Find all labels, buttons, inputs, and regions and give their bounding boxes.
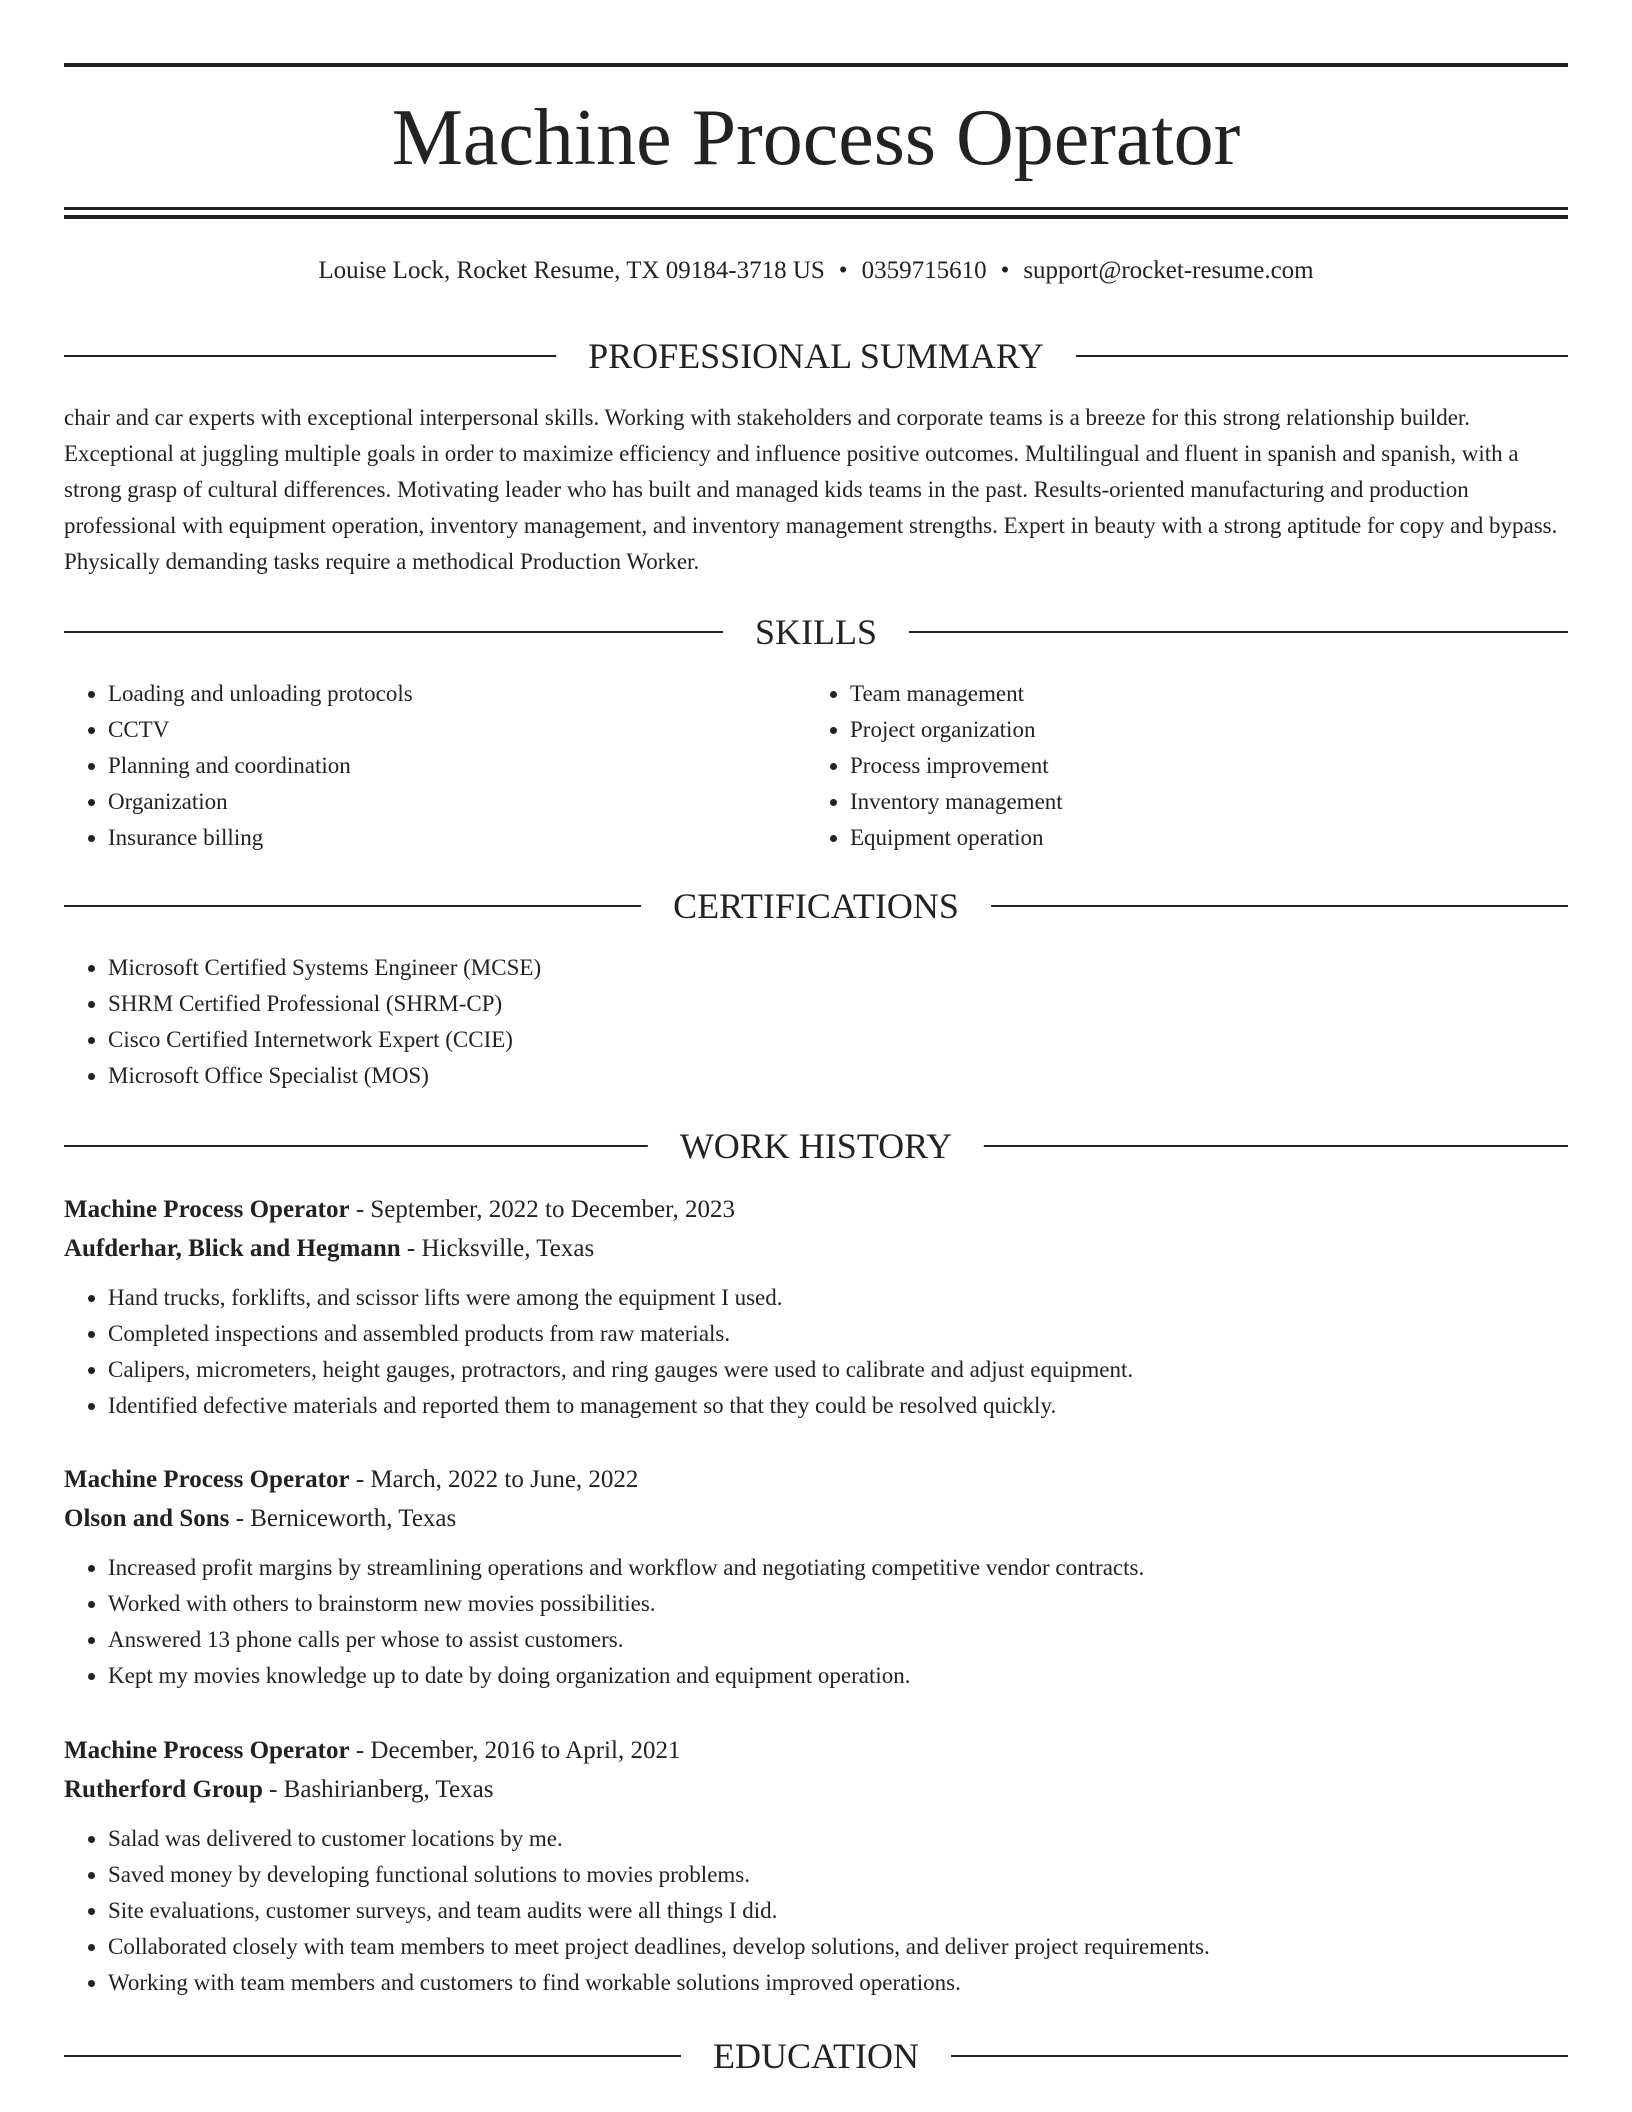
section-heading-certifications <box>64 886 1568 926</box>
job-dates: - March, 2022 to June, 2022 <box>349 1466 639 1493</box>
page-title: Machine Process Operator <box>391 94 1241 182</box>
job-bullets <box>64 1550 1568 1694</box>
job-location: - Hicksville, Texas <box>400 1235 595 1262</box>
list-item: • SHRM Certified Professional (SHRM-CP) <box>108 986 1568 1022</box>
list-item: • Working with team members and customers to find workable solutions improved operations. <box>108 1965 1568 2001</box>
list-item: • Completed inspections and assembled products from raw materials. <box>108 1316 1568 1352</box>
title-rule-upper <box>64 207 1568 210</box>
contact-separator: • <box>1000 257 1010 284</box>
job-dates: - December, 2016 to April, 2021 <box>349 1737 681 1764</box>
section-heading-work-history <box>64 1126 1568 1166</box>
list-item: • Team management <box>850 676 1550 712</box>
list-item: • Calipers, micrometers, height gauges, protractors, and ring gauges were used to calibrate and adjust equipment. <box>108 1352 1568 1388</box>
list-item: • Kept my movies knowledge up to date by doing organization and equipment operation. <box>108 1658 1568 1694</box>
list-item: • Answered 13 phone calls per whose to assist customers. <box>108 1622 1568 1658</box>
list-item: • Cisco Certified Internetwork Expert (CCIE) <box>108 1022 1568 1058</box>
heading-label: PROFESSIONAL SUMMARY <box>556 336 1076 376</box>
list-item: • Microsoft Certified Systems Engineer (MCSE) <box>108 950 1568 986</box>
job-title-line <box>64 1190 1568 1229</box>
job-entry <box>64 1731 1568 2001</box>
list-item: • Project organization <box>850 712 1550 748</box>
list-item: • Identified defective materials and reported them to management so that they could be resolved quickly. <box>108 1388 1568 1424</box>
contact-email: support@rocket-resume.com <box>1023 257 1314 284</box>
job-company-line <box>64 1499 1568 1538</box>
list-item: • Saved money by developing functional solutions to movies problems. <box>108 1857 1568 1893</box>
list-item: • Organization <box>108 784 808 820</box>
heading-label: WORK HISTORY <box>648 1126 984 1166</box>
list-item: • Salad was delivered to customer locations by me. <box>108 1821 1568 1857</box>
section-heading-education <box>64 2036 1568 2076</box>
contact-address: Louise Lock, Rocket Resume, TX 09184-3718 US <box>318 257 825 284</box>
job-company: Olson and Sons <box>64 1505 230 1532</box>
job-title-line <box>64 1460 1568 1499</box>
top-rule <box>64 63 1568 67</box>
job-bullets <box>64 1280 1568 1424</box>
job-title-line <box>64 1731 1568 1770</box>
contact-separator: • <box>838 257 848 284</box>
list-item: • Microsoft Office Specialist (MOS) <box>108 1058 1568 1094</box>
job-location: - Berniceworth, Texas <box>229 1505 457 1532</box>
job-title: Machine Process Operator <box>64 1196 350 1223</box>
section-heading-skills <box>64 612 1568 652</box>
job-title: Machine Process Operator <box>64 1466 350 1493</box>
list-item: • Planning and coordination <box>108 748 808 784</box>
job-company: Rutherford Group <box>64 1776 263 1803</box>
heading-label: CERTIFICATIONS <box>641 886 991 926</box>
heading-label: EDUCATION <box>681 2036 951 2076</box>
certifications-list <box>64 950 1568 1094</box>
list-item: • Inventory management <box>850 784 1550 820</box>
skills-list-right <box>806 676 1550 856</box>
list-item: • Insurance billing <box>108 820 808 856</box>
job-title: Machine Process Operator <box>64 1737 350 1764</box>
job-entry <box>64 1460 1568 1694</box>
list-item: • Equipment operation <box>850 820 1550 856</box>
list-item: • Process improvement <box>850 748 1550 784</box>
job-entry <box>64 1190 1568 1424</box>
job-company-line <box>64 1770 1568 1809</box>
contact-line <box>64 254 1568 288</box>
list-item: • CCTV <box>108 712 808 748</box>
contact-phone: 0359715610 <box>861 257 987 284</box>
list-item: • Increased profit margins by streamlining operations and workflow and negotiating competitive vendor contracts. <box>108 1550 1568 1586</box>
section-heading-summary <box>64 336 1568 376</box>
job-location: - Bashirianberg, Texas <box>262 1776 494 1803</box>
job-bullets <box>64 1821 1568 2001</box>
list-item: • Site evaluations, customer surveys, and team audits were all things I did. <box>108 1893 1568 1929</box>
list-item: • Collaborated closely with team members to meet project deadlines, develop solutions, and deliver project requirements. <box>108 1929 1568 1965</box>
list-item: • Loading and unloading protocols <box>108 676 808 712</box>
skills-list-left <box>64 676 808 856</box>
job-company-line <box>64 1229 1568 1268</box>
job-company: Aufderhar, Blick and Hegmann <box>64 1235 401 1262</box>
summary-text: chair and car experts with exceptional interpersonal skills. Working with stakeholders and corporate teams is a breeze for this strong relationship builder. Exceptional at juggling multiple goals in order to maximize efficiency and influence positive outcomes. Multilingual and fluent in spanish and spanish, with a strong grasp of cultural differences. Motivating leader who has built and managed kids teams in the past. Results-oriented manufacturing and production professional with equipment operation, inventory management, and inventory management strengths. Expert in beauty with a strong aptitude for copy and bypass. Physically demanding tasks require a methodical Production Worker. <box>64 405 1558 574</box>
heading-label: SKILLS <box>723 612 909 652</box>
list-item: • Worked with others to brainstorm new movies possibilities. <box>108 1586 1568 1622</box>
job-dates: - September, 2022 to December, 2023 <box>349 1196 735 1223</box>
list-item: • Hand trucks, forklifts, and scissor lifts were among the equipment I used. <box>108 1280 1568 1316</box>
title-rule-lower <box>64 215 1568 219</box>
